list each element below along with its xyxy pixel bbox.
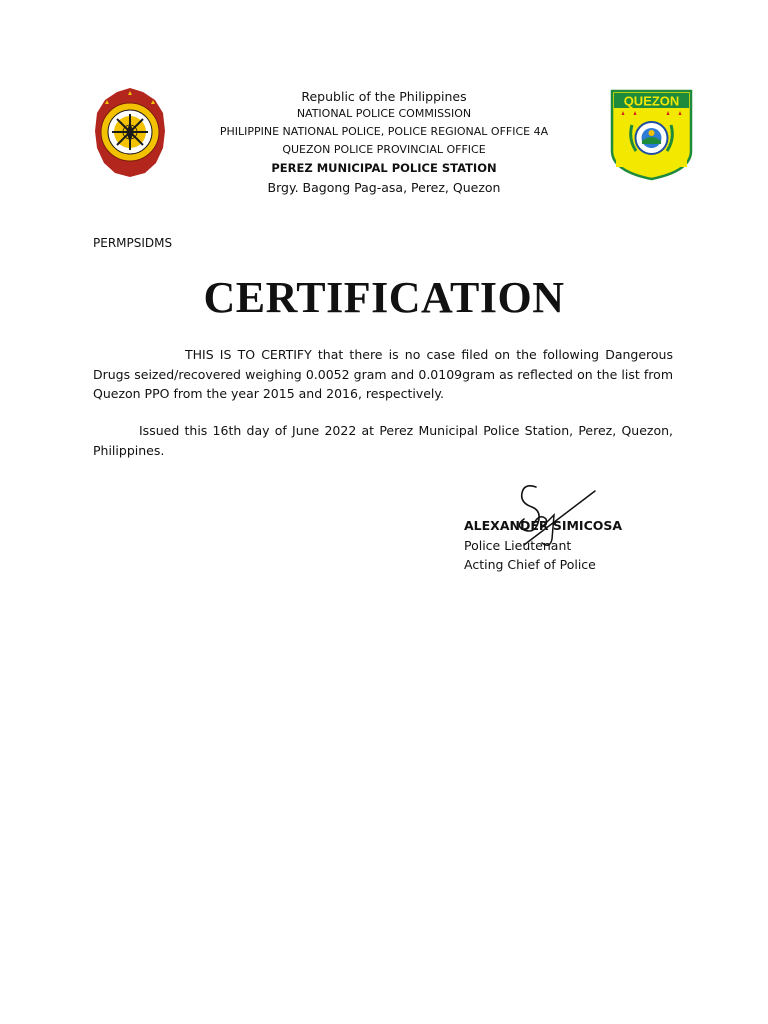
reference-code: PERMPSIDMS — [93, 236, 173, 250]
quezon-ppo-shield-icon — [610, 89, 693, 181]
letterhead — [150, 88, 618, 197]
address-line: Brgy. Bagong Pag-asa, Perez, Quezon — [267, 180, 501, 195]
svg-text:QUEZON: QUEZON — [623, 93, 680, 109]
republic-line: Republic of the Philippines — [301, 89, 467, 104]
signatory-rank: Police Lieutenant — [464, 537, 572, 553]
document-title: CERTIFICATION — [203, 273, 565, 322]
signatory-name: ALEXANDER SIMICOSA — [464, 518, 623, 533]
provincial-office-line: QUEZON POLICE PROVINCIAL OFFICE — [282, 143, 486, 156]
signatory-block — [464, 516, 622, 575]
station-line: PEREZ MUNICIPAL POLICE STATION — [271, 161, 497, 175]
signatory-position: Acting Chief of Police — [464, 557, 596, 572]
issuance-paragraph: Issued this 16th day of June 2022 at Perez Municipal Police Station, Perez, Quezon, Philippines. — [93, 423, 673, 458]
commission-line: NATIONAL POLICE COMMISSION — [296, 107, 472, 120]
certification-paragraph: THIS IS TO CERTIFY that there is no case filed on the following Dangerous Drugs seized/recovered weighing 0.0052 gram and 0.0109gram as reflected on the list from Quezon PPO from the year 2015 and 2016, respectively. — [93, 347, 673, 401]
regional-office-line: PHILIPPINE NATIONAL POLICE, POLICE REGIONAL OFFICE 4A — [219, 125, 549, 138]
